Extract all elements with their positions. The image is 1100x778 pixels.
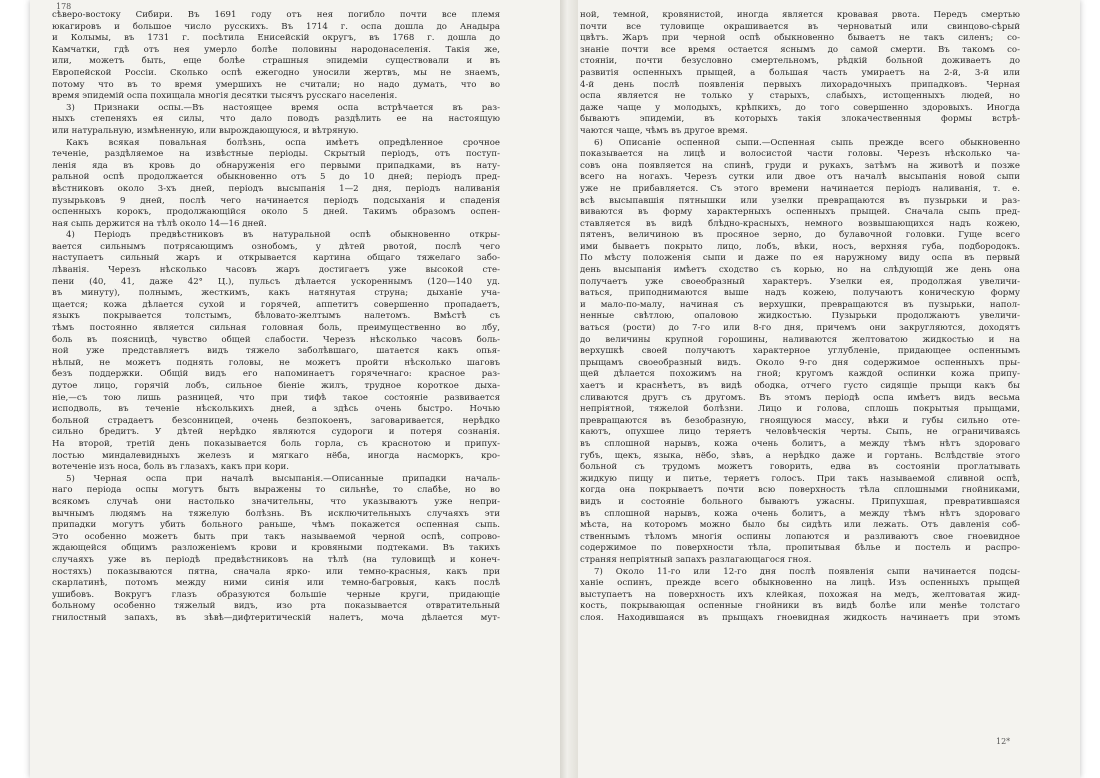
right-page-text xyxy=(580,10,1020,770)
text-line: всякомъ случаѣ они настолько значительны, что указываютъ уже непри- xyxy=(52,496,500,507)
text-line: щей дѣлается похожимъ на гной; кругомъ каждой оспинки кожа припу- xyxy=(580,369,1020,380)
text-line: и мало-по-малу, начиная съ верхушки, превращаются въ пузырьки, напол- xyxy=(580,299,1020,310)
text-line: показывается на лицѣ и волосистой части головы. Черезъ нѣсколько ча- xyxy=(580,149,1020,160)
text-line: или, можетъ быть, еще болѣе страшныя эпидеміи существовали и въ xyxy=(52,56,500,67)
text-line: лѣванія. Черезъ нѣсколько часовъ жаръ достигаетъ уже высокой сте- xyxy=(52,265,500,276)
text-line: мѣста, на которомъ можно было бы сидѣть или лежать. Отъ давленія соб- xyxy=(580,520,1020,531)
text-line: ной, темной, кровянистой, иногда является кровавая рвота. Передъ смертью xyxy=(580,10,1020,20)
text-line: въ сплошной нарывъ, кожа очень болитъ, а между тѣмъ нѣтъ здороваго xyxy=(580,508,1020,519)
text-line: 6) Описаніе оспенной сыпи.—Оспенная сыпь прежде всего обыкновенно xyxy=(594,137,1020,148)
text-line: прыщамъ своеобразный видъ. Около 9-го дня содержимое оспенныхъ пры- xyxy=(580,357,1020,368)
text-line: жидкую пищу и питье, теряетъ голосъ. При такъ называемой сливной оспѣ, xyxy=(580,473,1020,484)
text-line: юкагировъ и большое число русскихъ. Въ 1714 г. оспа дошла до Анадыра xyxy=(52,21,500,32)
text-line: сильно бредитъ. У дѣтей нерѣдко являются судороги и потеря сознанія. xyxy=(52,427,500,438)
text-line: Европейской Россіи. Сколько оспѣ ежегодно уносили жертвъ, мы не знаемъ, xyxy=(52,67,500,78)
text-line: пени (40, 41, даже 42° Ц.), пульсъ дѣлается ускореннымъ (120—140 уд. xyxy=(52,276,500,287)
text-line: 4-й день послѣ появленія первыхъ лихорадочныхъ припадковъ. Черная xyxy=(580,79,1020,90)
text-line: больному особенно тяжелый видъ, изо рта показывается отвратительный xyxy=(52,601,500,612)
text-line: 3) Признаки оспы.—Въ настоящее время оспа встрѣчается въ раз- xyxy=(66,102,500,113)
text-line: всѣ высыпавшія пятнышки или узелки превращаются въ пузырьки и раз- xyxy=(580,195,1020,206)
text-line: нѣлый, не можетъ поднять головы, не можетъ пройти нѣсколько шаговъ xyxy=(52,357,500,368)
left-page-text xyxy=(52,10,500,770)
text-line: стояніи, почти безусловно смертельномъ, рѣдкій больной доживаетъ до xyxy=(580,56,1020,67)
text-line: дутое лицо, горячій лобъ, сильное біеніе жилъ, трудное короткое дыха- xyxy=(52,381,500,391)
text-line: верхушкѣ своей получаютъ характерное углубленіе, придающее оспеннымъ xyxy=(580,346,1020,357)
text-line: ваться (рости) до 7-го или 8-го дня, причемъ они закругляются, доходятъ xyxy=(580,323,1020,334)
text-line: вычнымъ людямъ на тяжелую болѣзнь. Въ исключительныхъ случаяхъ эти xyxy=(52,508,500,519)
text-line: 5) Черная оспа при началѣ высыпанія.—Описанные припадки началь- xyxy=(66,473,500,484)
text-line: сѣверо-востоку Сибири. Въ 1691 году отъ нея погибло почти все племя xyxy=(52,10,500,20)
text-line: виваются въ форму характерныхъ оспенныхъ прыщей. Сначала сыпь пред- xyxy=(580,207,1020,218)
text-line: въ минуту), полнымъ, жесткимъ, какъ натянутая струна; дыханіе уча- xyxy=(52,288,500,299)
text-line: Это особенно можетъ быть при такъ называемой черной оспѣ, сопрово- xyxy=(52,531,500,542)
text-line: вотеченіе изъ носа, боль въ глазахъ, какъ при кори. xyxy=(52,462,290,473)
text-line: языкъ покрывается толстымъ, бѣловато-желтымъ налетомъ. Вмѣстѣ съ xyxy=(52,311,500,322)
text-line: даже чаще у молодыхъ, крѣпкихъ, до того совершенно здоровыхъ. Иногда xyxy=(580,102,1020,113)
text-line: время эпидемій оспа похищала многія десятки тысячъ русскаго населенія. xyxy=(52,91,398,102)
text-line: ніе,—съ тою лишь разницей, что при тифѣ такое состояніе развивается xyxy=(52,392,500,403)
text-line: знаніе почти все время остается яснымъ до самой смерти. Въ такомъ со- xyxy=(580,44,1020,55)
text-line: безъ поддержки. Общій видъ его напоминаетъ горячечнаго: красное раз- xyxy=(52,369,500,380)
text-line: или натуральную, измѣненную, или вырождающуюся, и вѣтряную. xyxy=(52,125,359,136)
text-line: хаетъ и краснѣетъ, въ видѣ ободка, отчего густо сидящіе прыщи какъ бы xyxy=(580,381,1020,391)
text-line: 4) Періодъ предвѣстниковъ въ натуральной оспѣ обыкновенно откры- xyxy=(66,230,500,241)
text-line: ственнымъ тѣломъ многія оспины лопаются и разливаютъ свое гноевидное xyxy=(580,531,1020,542)
text-line: ненные свѣтлою, опаловою жидкостью. Пузырьки продолжаютъ увеличи- xyxy=(580,311,1020,322)
text-line: сливаются другъ съ другомъ. Въ этомъ періодѣ оспа имѣетъ видъ весьма xyxy=(580,392,1020,403)
text-line: до величины крупной горошины, наливаются желтоватою жидкостью и на xyxy=(580,334,1020,345)
text-line: въ сплошной нарывъ, кожа очень болитъ, а между тѣмъ нѣтъ здороваго xyxy=(580,438,1020,449)
text-line: теченіе, раздѣляемое на извѣстные періоды. Скрытый періодъ, отъ поступ- xyxy=(52,149,500,160)
text-line: пятенъ, величиною въ просяное зерно, до булавочной головки. Гуще всего xyxy=(580,230,1020,241)
text-line: ставляется въ видѣ блѣдно-красныхъ, немного возвышающихся надъ кожею, xyxy=(580,218,1020,229)
text-line: тѣмъ постоянно является сильная головная боль, преимущественно во лбу, xyxy=(52,323,500,334)
text-line: губъ, щекъ, языка, нёбо, зѣвъ, а нерѣдко даже и гортань. Вслѣдствіе этого xyxy=(580,450,1020,461)
text-line: всего на ногахъ. Черезъ сутки или двое отъ началѣ высыпанія новой сыпи xyxy=(580,172,1020,183)
text-line: ностяхъ) показываются пятна, сначала ярко- или темно-красныя, какъ при xyxy=(52,566,500,577)
text-line: слоя. Находившаяся въ прыщахъ гноевидная жидкость начинаетъ при этомъ xyxy=(580,612,1020,623)
text-line: наго періода оспы могутъ быть выражены то сильнѣе, то слабѣе, но во xyxy=(52,485,500,496)
text-line: содержимое по поверхности тѣла, пропитывая бѣлье и постель и распро- xyxy=(580,543,1020,554)
text-line: уже не прибавляется. Съ этого времени начинается періодъ наливанія, т. е. xyxy=(580,183,1020,194)
text-line: пузырьковъ 9 дней, послѣ чего начинается періодъ подсыханія и спаденія xyxy=(52,195,500,206)
text-line: чаются чаще, чѣмъ въ другое время. xyxy=(580,125,748,136)
text-line: ральной оспѣ продолжается обыкновенно отъ 5 до 10 дней; періодъ пред- xyxy=(52,172,500,183)
text-line: непріятной, тяжелой болѣзни. Лицо и голова, сплошь покрытыя прыщами, xyxy=(580,404,1020,415)
text-line: 7) Около 11-го или 12-го дня послѣ появленія сыпи начинается подсы- xyxy=(594,566,1020,577)
text-line: совъ она появляется на спинѣ, груди и рукахъ, затѣмъ на животѣ и позже xyxy=(580,160,1020,171)
text-line: ныхъ степеняхъ ея силы, что дало поводъ раздѣлить ее на настоящую xyxy=(52,114,500,125)
text-line: больной съ трудомъ можетъ говорить, едва въ состояніи проглатывать xyxy=(580,462,1020,473)
text-line: На второй, третій день показывается боль горла, съ краснотою и припух- xyxy=(52,438,500,449)
text-line: каютъ, опухшее лицо теряетъ человѣческія черты. Сыпь, не ограничиваясь xyxy=(580,427,1020,438)
text-line: потому что въ то время умершихъ не считали; но надо думать, что во xyxy=(52,79,500,90)
left-page-number: 178 xyxy=(56,2,72,11)
text-line: цвѣтъ. Жаръ при черной оспѣ обыкновенно бываетъ не такъ силенъ; со- xyxy=(580,33,1020,44)
text-line: выступаетъ на поверхность ихъ клейкая, похожая на медъ, желтоватая жид- xyxy=(580,589,1020,600)
right-page-number: 12* xyxy=(996,737,1011,746)
text-line: видъ и состояніе больного бываютъ ужасны. Припухшая, превратившаяся xyxy=(580,496,1020,507)
text-line: ленія яда въ кровь до обнаруженія его первыми припадками, въ нату- xyxy=(52,160,500,171)
text-line: гнилостный запахъ, въ зѣвѣ—дифтеритическій налетъ, моча дѣлается мут- xyxy=(52,612,500,623)
text-line: боль въ поясницѣ, чувство общей слабости. Черезъ нѣсколько часовъ боль- xyxy=(52,334,500,345)
text-line: страняя непріятный запахъ разлагающагося гноя. xyxy=(580,554,812,565)
text-line: Какъ всякая повальная болѣзнь, оспа имѣетъ опредѣленное срочное xyxy=(66,137,500,148)
text-line: вается сильнымъ потрясающимъ ознобомъ, у дѣтей рвотой, послѣ чего xyxy=(52,241,500,252)
text-line: ная сыпь держится на тѣлѣ около 14—16 дней. xyxy=(52,218,267,229)
text-line: исподволь, въ теченіе нѣсколькихъ дней, а здѣсь очень быстро. Ночью xyxy=(52,404,500,415)
text-line: скарлатинѣ, потомъ между ними синія или темно-багровыя, какъ послѣ xyxy=(52,578,500,589)
text-line: По мѣсту положенія сыпи и даже по ея наружному виду оспа въ первый xyxy=(580,253,1020,264)
text-line: ушибовъ. Вокругъ глазъ образуются большіе черные круги, придающіе xyxy=(52,589,500,600)
text-line: случаяхъ уже въ періодѣ предвѣстниковъ на тѣлѣ (на туловищѣ и конеч- xyxy=(52,554,500,565)
text-line: почти все туловище окрашивается въ черноватый или свинцово-сѣрый xyxy=(580,21,1020,32)
text-line: наступаетъ сильный жаръ и открывается картина общаго тяжелаго забо- xyxy=(52,253,500,264)
text-line: Камчатки, гдѣ отъ нея умерло болѣе половины народонаселенія. Такія же, xyxy=(52,44,500,55)
text-line: день высыпанія имѣетъ сходство съ корью, но на слѣдующій же день она xyxy=(580,265,1020,276)
text-line: бываютъ эпидеміи, въ которыхъ такія злокачественныя формы встрѣ- xyxy=(580,114,1020,125)
book-gutter xyxy=(560,0,578,778)
text-line: кость, покрывающая оспенные гнойники въ видѣ болѣе или менѣе толстаго xyxy=(580,601,1020,612)
text-line: и Колымы, въ 1731 г. посѣтила Енисейскій округъ, въ 1768 г. дошла до xyxy=(52,33,500,44)
text-line: оспенныхъ корокъ, продолжающійся около 5 дней. Такимъ образомъ оспен- xyxy=(52,207,500,218)
text-line: лостью миндалевидныхъ железъ и мягкаго нёба, иногда насморкъ, кро- xyxy=(52,450,500,461)
text-line: ханіе оспинъ, прежде всего обыкновенно на лицѣ. Изъ оспенныхъ прыщей xyxy=(580,578,1020,589)
text-line: когда она покрываетъ почти всю поверхность тѣла сплошными гнойниками, xyxy=(580,485,1020,496)
text-line: ждающейся общимъ разложеніемъ крови и кровяными подтеками. Въ такихъ xyxy=(52,543,500,554)
text-line: ваться, приподнимаются выше надъ кожею, получаютъ коническую форму xyxy=(580,288,1020,299)
text-line: вѣстниковъ около 3-хъ дней, періодъ высыпанія 1—2 дня, періодъ наливанія xyxy=(52,183,500,194)
text-line: оспа является не только у старыхъ, слабыхъ, истощенныхъ людей, но xyxy=(580,91,1020,102)
text-line: больной страдаетъ безсонницей, очень безпокоенъ, заговаривается, нерѣдко xyxy=(52,415,500,426)
text-line: ной уже представляетъ видъ тяжело заболѣвшаго, шатается какъ опья- xyxy=(52,346,500,357)
text-line: развитія оспенныхъ прыщей, а большая часть умираетъ на 2-й, 3-й или xyxy=(580,67,1020,78)
text-line: превращаются въ безобразную, гноящуюся массу, вѣки и губы сильно оте- xyxy=(580,415,1020,426)
text-line: щается; кожа дѣлается сухой и горячей, аппетитъ совершенно пропадаетъ, xyxy=(52,299,500,310)
text-line: припадки могутъ убить больного раньше, чѣмъ покажется оспенная сыпь. xyxy=(52,520,500,531)
text-line: получаетъ уже своеобразный характеръ. Узелки ея, продолжая увеличи- xyxy=(580,276,1020,287)
text-line: ими бываетъ покрыто лицо, лобъ, вѣки, носъ, верхняя губа, подбородокъ. xyxy=(580,241,1020,252)
